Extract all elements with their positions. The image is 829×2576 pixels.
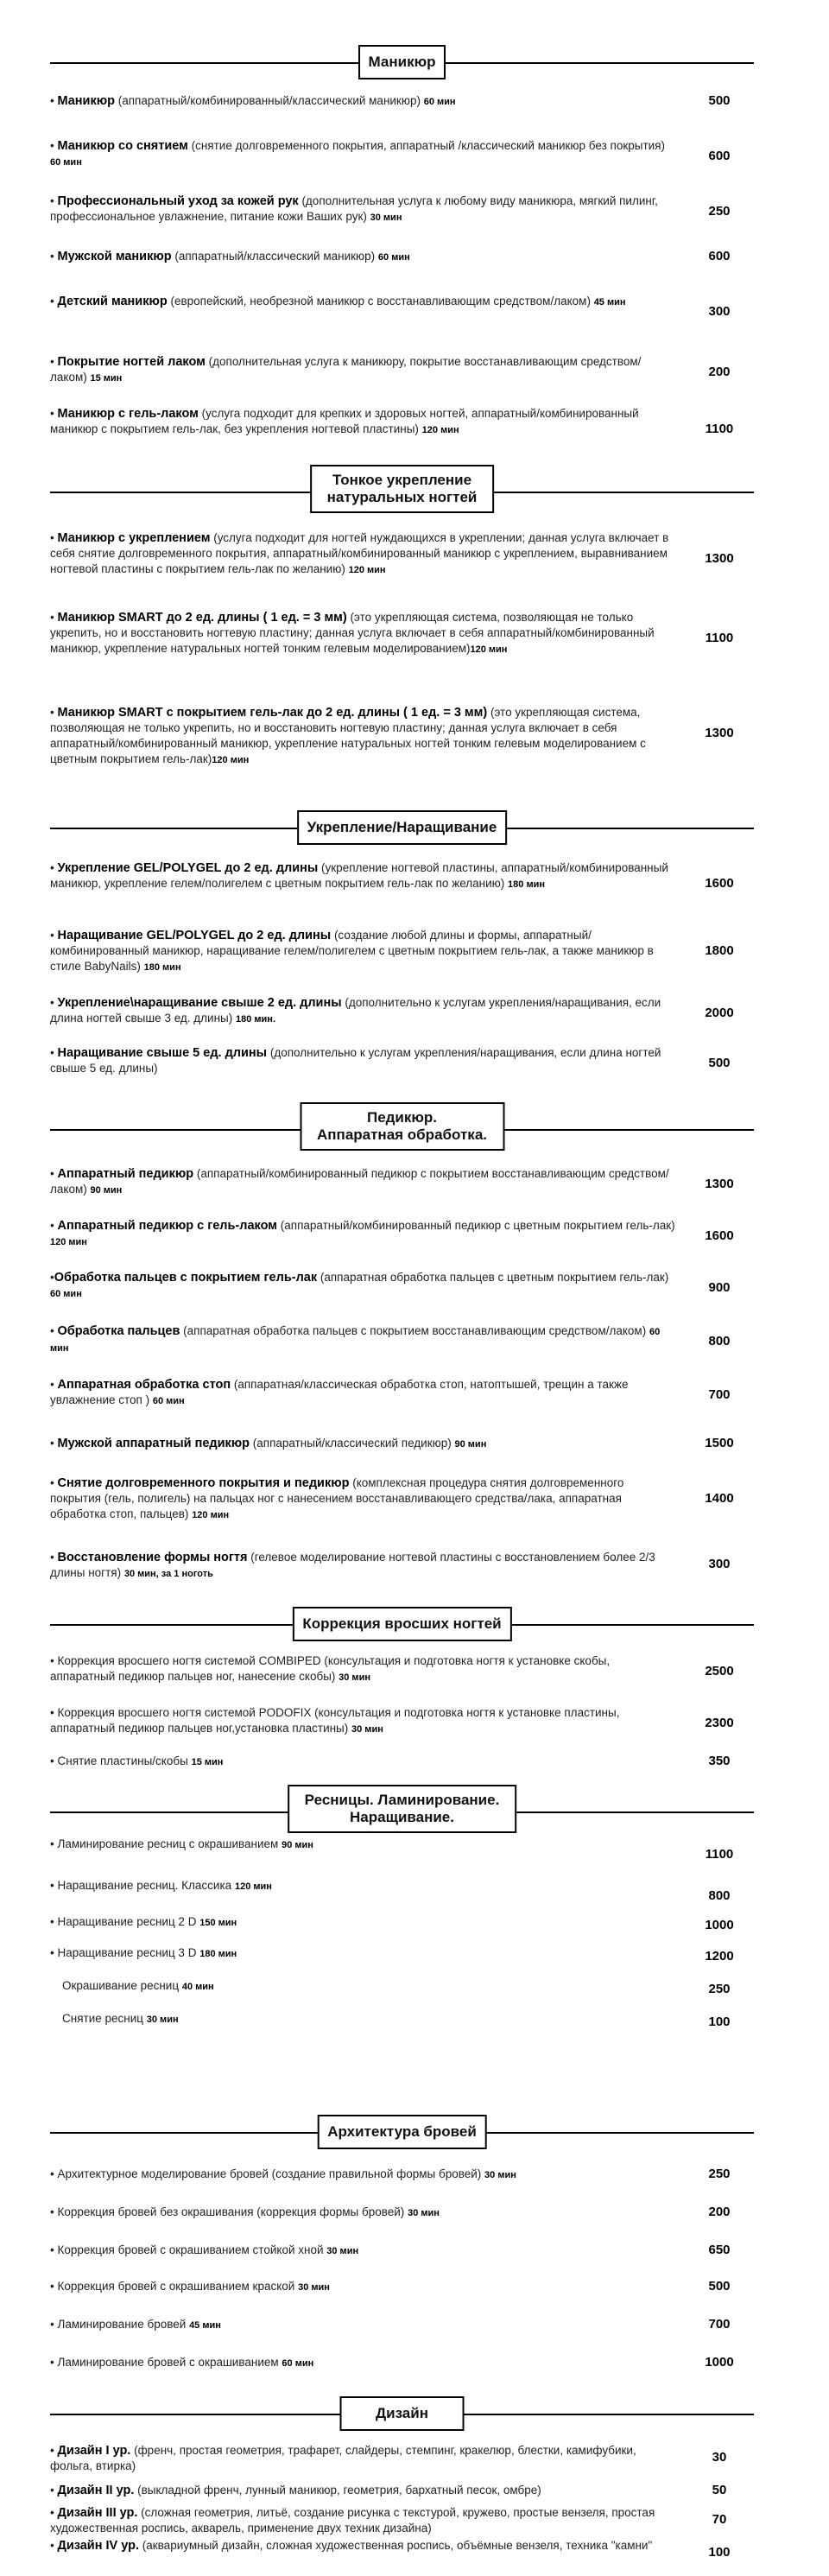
- bullet: •: [50, 1654, 58, 1667]
- service-duration: 180 мин: [143, 962, 181, 973]
- service-price: 600: [708, 149, 731, 163]
- service-price: 1100: [705, 631, 734, 645]
- bullet: •: [50, 929, 58, 942]
- service-name: Коррекция вросшего ногтя системой PODOFIX: [57, 1706, 312, 1719]
- service-price: 250: [708, 2167, 731, 2181]
- service-duration: 30 мин: [351, 1724, 383, 1735]
- service-price: 300: [708, 304, 731, 319]
- bullet: •: [50, 194, 58, 207]
- service-duration: 60 мин: [152, 1396, 185, 1406]
- service-name: Маникюр с гель-лаком: [57, 407, 199, 421]
- service-desc: (аквариумный дизайн, сложная художественная роспись, объёмные вензеля, техника "камни": [139, 2539, 653, 2552]
- service-name: Дизайн IV ур.: [57, 2539, 139, 2553]
- bullet: •: [50, 1915, 58, 1928]
- service-duration: 45 мин: [593, 297, 626, 308]
- service-name: Снятие долговременного покрытия и педикюр: [57, 1476, 350, 1490]
- bullet: •: [50, 1946, 58, 1959]
- bullet: •: [50, 2356, 58, 2369]
- section-title: Маникюр: [358, 45, 446, 79]
- service-name: Коррекция бровей без окрашивания (коррекция формы бровей): [57, 2205, 405, 2218]
- service-duration: 40 мин: [181, 1982, 214, 1992]
- section-extension: [50, 810, 754, 1075]
- service-duration: 120 мин: [421, 425, 459, 435]
- service-price: 1500: [705, 1436, 734, 1450]
- service-duration: 15 мин: [191, 1757, 224, 1767]
- service-desc: (это укрепляющая система, позволяющая не только укрепить, но и восстановить ногтевую пластину; данная услуга включает в себя аппаратный/комбинированный маникюр, укрепление натуральных ногтей тонким гелевым моделированием с цветным покрытием гель-лак): [50, 706, 646, 765]
- service-name: Коррекция бровей с окрашиванием стойкой хной: [57, 2243, 324, 2256]
- service-duration: 120 мин: [50, 1237, 87, 1247]
- service-price: 1600: [705, 876, 734, 891]
- service-duration: 30 мин, за 1 ноготь: [123, 1569, 213, 1579]
- service-name: Снятие ресниц: [62, 2012, 143, 2025]
- service-name: Окрашивание ресниц: [62, 1979, 180, 1992]
- service-price: 30: [712, 2450, 727, 2465]
- service-price: 1100: [705, 422, 734, 436]
- bullet: •: [50, 1219, 58, 1232]
- section-manicure: [50, 45, 754, 436]
- bullet: •: [50, 1754, 58, 1767]
- service-desc: (френч, простая геометрия, трафарет, слайдеры, стемпинг, кракелюр, блестки, камифубики, фольга, втирка): [50, 2444, 636, 2472]
- bullet: •: [50, 1324, 58, 1337]
- bullet: •: [50, 2280, 58, 2293]
- service-price: 250: [708, 1982, 731, 1996]
- service-name: Наращивание свыше 5 ед. длины: [57, 1046, 268, 1060]
- section-title: Дизайн: [339, 2396, 465, 2431]
- service-name: Детский маникюр: [57, 295, 168, 308]
- service-price: 250: [708, 204, 731, 219]
- service-desc: (это укрепляющая система, позволяющая не только укрепить, но и восстановить ногтевую пластину; данная услуга включает в себя аппаратный/комбинированный маникюр, укрепление натуральных ногтей тонким гелевым моделированием): [50, 611, 655, 655]
- service-price: 2300: [705, 1716, 734, 1730]
- service-price: 100: [708, 2014, 731, 2029]
- service-desc: (дополнительно к услугам укрепления/наращивания, если длина ногтей свыше 3 ед. длины): [50, 996, 661, 1025]
- bullet: •: [50, 2539, 58, 2552]
- service-price: 1200: [705, 1949, 734, 1964]
- service-price: 500: [708, 93, 731, 108]
- service-name: Укрепление\наращивание свыше 2 ед. длины: [57, 996, 342, 1010]
- bullet: •: [50, 2318, 58, 2331]
- section-title: Педикюр. Аппаратная обработка.: [300, 1102, 504, 1151]
- service-price: 500: [708, 1056, 731, 1070]
- bullet: •: [50, 611, 58, 624]
- section-title: Архитектура бровей: [317, 2115, 487, 2149]
- service-duration: 90 мин: [454, 1439, 487, 1450]
- section-pedicure: [50, 1102, 754, 1579]
- service-price: 800: [708, 1888, 731, 1903]
- service-name: Снятие пластины/скобы: [57, 1754, 188, 1767]
- bullet: •: [50, 1437, 58, 1450]
- service-duration: 30 мин: [146, 2014, 179, 2025]
- service-price: 1000: [705, 1918, 734, 1932]
- service-desc: (дополнительная услуга к маникюру, покрытие восстанавливающим средством/лаком): [50, 355, 642, 384]
- section-header: [50, 1102, 754, 1156]
- service-desc: (аппаратная обработка пальцев с покрытием восстанавливающим средством/лаком): [180, 1324, 649, 1337]
- service-price: 1300: [705, 551, 734, 566]
- bullet: •: [50, 1271, 54, 1284]
- service-duration: 30 мин: [298, 2282, 330, 2293]
- service-desc: (выкладной френч, лунный маникюр, геометрия, бархатный песок, омбре): [134, 2484, 541, 2497]
- service-desc: (дополнительная услуга к любому виду маникюра, мягкий пилинг, профессиональное увлажнение, питание кожи Ваших рук): [50, 194, 658, 223]
- service-duration: 30 мин: [408, 2208, 440, 2218]
- service-duration: 90 мин: [90, 1185, 123, 1196]
- service-desc: (аппаратная/классическая обработка стоп, натоптышей, трещин а также увлажнение стоп ): [50, 1378, 629, 1406]
- section-title: Укрепление/Наращивание: [297, 810, 508, 845]
- service-name: Мужской маникюр: [57, 250, 172, 263]
- bullet: •: [50, 2506, 58, 2519]
- service-name: Коррекция вросшего ногтя системой COMBIPED: [57, 1654, 321, 1667]
- service-name: Ламинирование бровей: [57, 2318, 187, 2331]
- service-duration: 90 мин: [282, 1840, 313, 1850]
- service-desc: (аппаратный/классический маникюр): [171, 250, 378, 263]
- service-price: 1300: [705, 726, 734, 740]
- service-price: 700: [708, 1387, 731, 1402]
- service-duration: 30 мин: [370, 213, 402, 223]
- service-price: 1300: [705, 1177, 734, 1191]
- section-title: Тонкое укрепление натуральных ногтей: [310, 465, 495, 513]
- service-name: Наращивание ресниц 2 D: [57, 1915, 197, 1928]
- service-price: 1100: [705, 1847, 734, 1862]
- service-price: 600: [708, 249, 731, 263]
- service-price: 500: [708, 2279, 731, 2294]
- bullet: •: [50, 2243, 58, 2256]
- service-duration: 180 мин: [508, 879, 545, 890]
- service-duration: 30 мин: [484, 2170, 516, 2180]
- bullet: •: [50, 94, 58, 107]
- service-name: Аппаратная обработка стоп: [57, 1378, 231, 1392]
- service-duration: 120 мин: [212, 755, 250, 765]
- service-duration: 120 мин: [470, 644, 508, 655]
- service-duration: 60 мин: [282, 2358, 314, 2369]
- service-desc: (аппаратный/комбинированный педикюр с цветным покрытием гель-лак): [277, 1219, 675, 1232]
- service-name: Аппаратный педикюр: [57, 1167, 194, 1181]
- service-name: Коррекция бровей с окрашиванием краской: [57, 2280, 295, 2293]
- service-desc: (снятие долговременного покрытия, аппаратный /классический маникюр без покрытия): [187, 139, 665, 152]
- service-name: Мужской аппаратный педикюр: [57, 1437, 250, 1450]
- service-desc: (укрепление ногтевой пластины, аппаратный/комбинированный маникюр, укрепление гелем/полигелем с цветным покрытием гель-лак по желанию): [50, 861, 668, 890]
- section-header: [50, 465, 754, 518]
- service-name: Аппаратный педикюр с гель-лаком: [57, 1219, 277, 1233]
- service-price: 50: [712, 2483, 727, 2497]
- service-name: Профессиональный уход за кожей рук: [57, 194, 299, 208]
- bullet: •: [50, 1046, 58, 1059]
- service-desc: (консультация и подготовка ногтя к установке пластины, аппаратный педикюр пальцев ног,установка пластины): [50, 1706, 620, 1735]
- service-desc: (сложная геометрия, литьё, создание рисунка с текстурой, кружево, простые вензеля, простая художественная роспись, акварель, применение двух техник дизайна): [50, 2506, 655, 2535]
- service-desc: (комплексная процедура снятия долговременного покрытия (гель, полигель) на пальцах ног с нанесением восстанавливающего средства/лака, аппаратная обработка стоп, пальцев): [50, 1476, 624, 1520]
- service-name: Наращивание ресниц. Классика: [57, 1879, 232, 1892]
- service-duration: 120 мин: [192, 1510, 230, 1520]
- service-name: Маникюр со снятием: [57, 139, 188, 153]
- service-desc: (аппаратная обработка пальцев с цветным покрытием гель-лак): [317, 1271, 669, 1284]
- bullet: •: [50, 1879, 58, 1892]
- service-desc: (аппаратный/комбинированный/классический маникюр): [114, 94, 424, 107]
- service-name: Дизайн I ур.: [57, 2444, 131, 2458]
- bullet: •: [50, 407, 58, 420]
- service-name: Укрепление GEL/POLYGEL до 2 ед. длины: [57, 861, 319, 875]
- bullet: •: [50, 139, 58, 152]
- service-duration: 120 мин: [348, 565, 386, 575]
- service-duration: 30 мин: [326, 2246, 359, 2256]
- service-price: 900: [708, 1280, 731, 1295]
- service-desc: (аппаратный/классический педикюр): [250, 1437, 455, 1450]
- service-duration: 15 мин: [90, 373, 123, 384]
- bullet: •: [50, 2484, 58, 2497]
- service-price: 350: [708, 1754, 731, 1768]
- service-duration: 60 мин: [50, 1289, 82, 1299]
- section-ingrown-nail-correction: [50, 1607, 754, 1768]
- section-header: [50, 45, 754, 79]
- service-name: Маникюр с укреплением: [57, 531, 211, 545]
- service-name: Ламинирование бровей с окрашиванием: [57, 2356, 279, 2369]
- service-price: 1600: [705, 1228, 734, 1243]
- service-desc: (дополнительно к услугам укрепления/наращивания, если длина ногтей свыше 5 ед. длины): [50, 1046, 661, 1075]
- service-desc: (аппаратный/комбинированный педикюр с покрытием восстанавливающим средством/лаком): [50, 1167, 669, 1196]
- service-duration: 60 мин: [50, 1327, 661, 1354]
- service-name: Дизайн III ур.: [57, 2506, 138, 2520]
- bullet: •: [50, 1476, 58, 1489]
- service-price: 650: [708, 2243, 731, 2257]
- section-thin-strengthening: [50, 465, 754, 765]
- bullet: •: [50, 861, 58, 874]
- service-price: 100: [708, 2545, 731, 2560]
- service-name: Обработка пальцев: [57, 1324, 180, 1338]
- service-desc: (услуга подходит для ногтей нуждающихся в укреплении; данная услуга включает в себя снятие долговременного покрытия, аппаратный/комбинированный маникюр с укреплением, выравниванием ногтевой пластины с покрытием гель-лак по желанию): [50, 531, 669, 575]
- service-name: Восстановление формы ногтя: [57, 1551, 248, 1564]
- service-price: 1000: [705, 2355, 734, 2370]
- section-header: [50, 2115, 754, 2149]
- section-design: [50, 2396, 754, 2560]
- service-duration: 60 мин: [50, 157, 82, 168]
- bullet: •: [50, 706, 58, 719]
- section-header: [50, 2396, 754, 2431]
- service-name: Ламинирование ресниц с окрашиванием: [57, 1837, 279, 1850]
- service-price: 1400: [705, 1491, 734, 1506]
- bullet: •: [50, 1167, 58, 1180]
- section-lashes: [50, 1785, 754, 2029]
- bullet: •: [50, 996, 58, 1009]
- bullet: •: [50, 2167, 58, 2180]
- service-duration: 45 мин: [189, 2320, 221, 2331]
- section-header: [50, 810, 754, 845]
- service-price: 200: [708, 2205, 731, 2219]
- service-price: 200: [708, 365, 731, 379]
- bullet: •: [50, 1837, 58, 1850]
- service-name: Покрытие ногтей лаком: [57, 355, 206, 369]
- service-name: Обработка пальцев с покрытием гель-лак: [54, 1271, 318, 1285]
- bullet: •: [50, 1706, 58, 1719]
- section-header: [50, 1607, 754, 1641]
- service-duration: 30 мин: [339, 1672, 370, 1683]
- bullet: •: [50, 2205, 58, 2218]
- service-name: Наращивание ресниц 3 D: [57, 1946, 197, 1959]
- service-name: Маникюр: [57, 94, 115, 108]
- section-title: Ресницы. Ламинирование. Наращивание.: [288, 1785, 517, 1833]
- bullet: •: [50, 250, 58, 263]
- service-price: 1800: [705, 943, 734, 958]
- service-duration: 120 мин: [234, 1881, 272, 1892]
- section-title: Коррекция вросших ногтей: [292, 1607, 511, 1641]
- service-price: 300: [708, 1557, 731, 1571]
- service-name: Дизайн II ур.: [57, 2484, 135, 2497]
- service-name: Наращивание GEL/POLYGEL до 2 ед. длины: [57, 929, 332, 942]
- service-name: Маникюр SMART с покрытием гель-лак до 2 ед. длины ( 1 ед. = 3 мм): [57, 706, 488, 720]
- service-duration: 60 мин: [423, 97, 456, 107]
- service-duration: 150 мин: [199, 1918, 237, 1928]
- service-price: 800: [708, 1334, 731, 1348]
- bullet: •: [50, 295, 58, 308]
- service-desc: (гелевое моделирование ногтевой пластины с восстановлением более 2/3 длины ногтя): [50, 1551, 655, 1579]
- bullet: •: [50, 1551, 58, 1564]
- service-name: Маникюр SMART до 2 ед. длины ( 1 ед. = 3 мм): [57, 611, 347, 625]
- service-desc: (создание любой длины и формы, аппаратный/комбинированный маникюр, наращивание гелем/полигелем с цветным покрытием гель-лак, а также маникюр в стиле BabyNails): [50, 929, 654, 973]
- section-header: [50, 1785, 754, 1838]
- bullet: •: [50, 1378, 58, 1391]
- service-duration: 180 мин: [199, 1949, 237, 1959]
- service-duration: 180 мин.: [236, 1014, 276, 1025]
- service-price: 2000: [705, 1006, 734, 1020]
- service-duration: 60 мин: [377, 252, 410, 263]
- service-desc: (консультация и подготовка ногтя к установке скобы, аппаратный педикюр пальцев ног, нанесение скобы): [50, 1654, 611, 1683]
- section-brow-architecture: [50, 2115, 754, 2370]
- service-desc: (европейский, необрезной маникюр с восстанавливающим средством/лаком): [167, 295, 594, 308]
- service-name: Архитектурное моделирование бровей (создание правильной формы бровей): [57, 2167, 482, 2180]
- service-price: 700: [708, 2317, 731, 2332]
- bullet: •: [50, 531, 58, 544]
- bullet: •: [50, 355, 58, 368]
- service-price: 70: [712, 2512, 727, 2527]
- service-price: 2500: [705, 1664, 734, 1678]
- service-desc: (услуга подходит для крепких и здоровых ногтей, аппаратный/комбинированный маникюр с покрытием гель-лак, без укрепления ногтевой пластины): [50, 407, 639, 435]
- bullet: •: [50, 2444, 58, 2457]
